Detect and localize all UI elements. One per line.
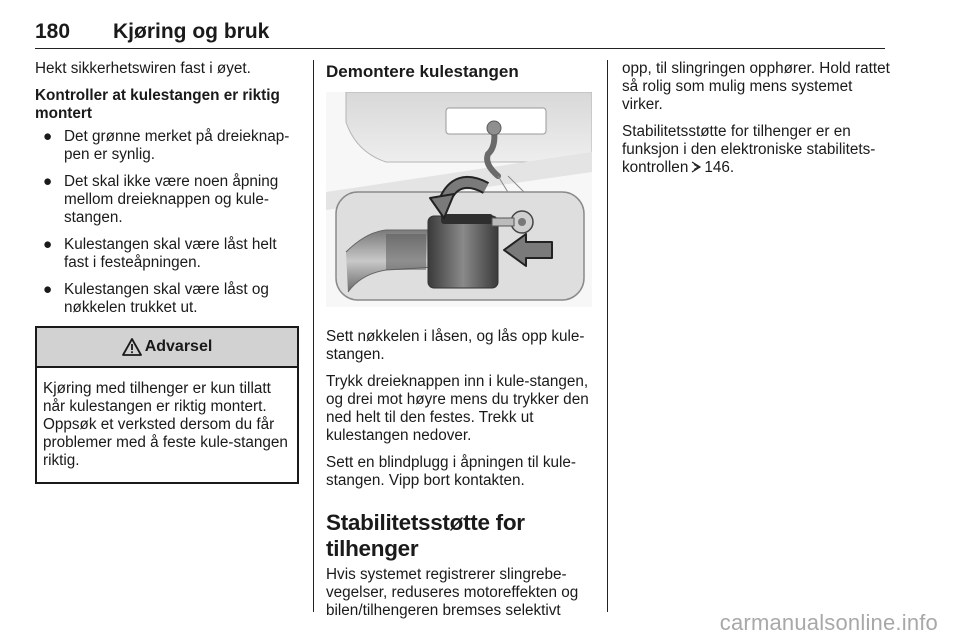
warning-triangle-icon — [122, 338, 142, 356]
stability-text: Hvis systemet registrerer slingrebe-vegelser, reduseres motoreffekten og bilen/tilhengeren bremses selektivt — [326, 566, 579, 619]
warning-header — [37, 328, 297, 368]
stability-function-text: Stabilitetsstøtte for tilhenger er en funksjon i den elektroniske stabilitets-kontrollen 146. — [622, 123, 876, 176]
chapter-title: Kjøring og bruk — [113, 20, 270, 43]
bullet-icon: ● — [43, 236, 53, 253]
column-3 — [622, 60, 890, 186]
column-divider-1 — [313, 60, 314, 612]
warning-box — [35, 326, 299, 484]
page-reference-icon — [690, 161, 702, 173]
bullet-icon: ● — [43, 173, 53, 190]
step-unlock: Sett nøkkelen i låsen, og lås opp kule-stangen. — [326, 328, 585, 363]
stability-text-cont: opp, til slingringen opphører. Hold rattet så rolig som mulig mens systemet virker. — [622, 60, 890, 113]
intro-text: Hekt sikkerhetswiren fast i øyet. — [35, 60, 251, 77]
column-divider-2 — [607, 60, 608, 612]
list-item: ● Kulestangen skal være låst helt fast i festeåpningen. — [43, 236, 277, 271]
section-heading-remove: Demontere kulestangen — [326, 62, 519, 81]
step-press-knob: Trykk dreieknappen inn i kule-stangen, og drei mot høyre mens du trykker den ned helt til den festes. Trekk ut kulestangen nedover. — [326, 373, 589, 444]
list-item: ● Det grønne merket på dreieknap-pen er synlig. — [43, 128, 290, 163]
list-item: ● Det skal ikke være noen åpning mellom dreieknappen og kule-stangen. — [43, 173, 279, 226]
page-reference[interactable]: 146. — [704, 159, 735, 176]
check-list — [35, 128, 299, 317]
column-2 — [326, 60, 592, 629]
bullet-icon: ● — [43, 128, 53, 145]
bullet-icon: ● — [43, 281, 53, 298]
watermark: carmanualsonline.info — [719, 610, 938, 635]
header-rule — [35, 48, 885, 49]
list-item: ● Kulestangen skal være låst og nøkkelen trukket ut. — [43, 281, 269, 316]
section-heading-stability: Stabilitetsstøtte for tilhenger — [326, 510, 525, 561]
column-1 — [35, 60, 299, 484]
warning-body: Kjøring med tilhenger er kun tillatt når kulestangen er riktig montert. Oppsøk et verksted dersom du får problemer med å feste kule-stangen riktig. — [43, 380, 288, 469]
towbar-removal-illustration — [326, 92, 592, 307]
check-heading: Kontroller at kulestangen er riktig montert — [35, 87, 280, 122]
page-number: 180 — [35, 20, 71, 43]
step-blind-plug: Sett en blindplugg i åpningen til kule-stangen. Vipp bort kontakten. — [326, 454, 577, 489]
warning-title: Advarsel — [144, 338, 213, 355]
